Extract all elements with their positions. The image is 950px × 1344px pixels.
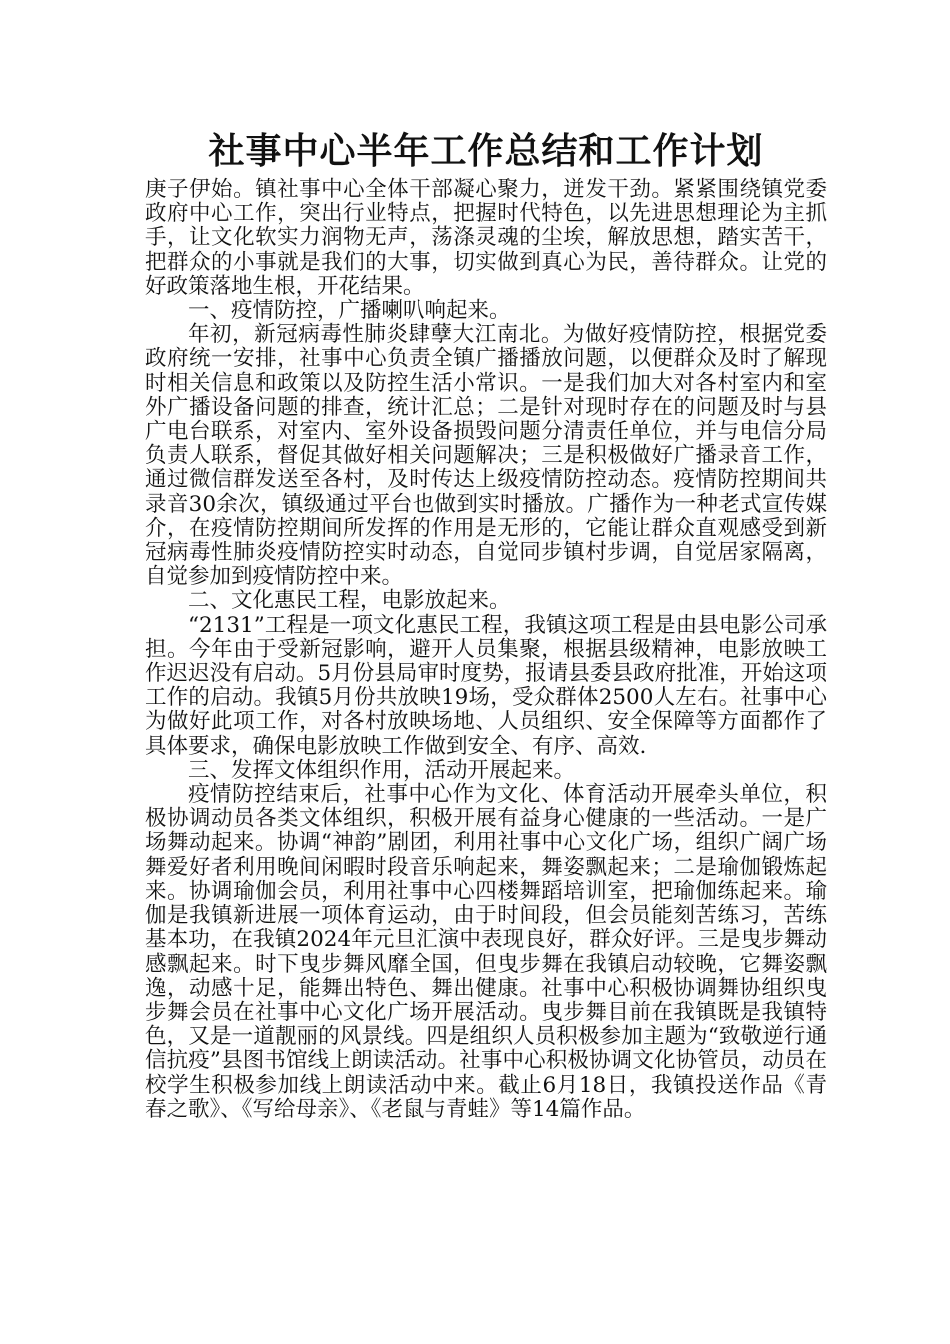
section-heading-3: 三、发挥文体组织作用，活动开展起来。 — [188, 757, 576, 783]
document-title: 社事中心半年工作总结和工作计划 — [208, 131, 764, 172]
paragraph-cultural-activities: 疫情防控结束后，社事中心作为文化、体育活动开展牵头单位，积极协调动员各类文体组织，积极开展有益身心健康的一些活动。一是广场舞动起来。协调“神韵”剧团，利用社事中心文化广场，组织广阔广场舞爱好者利用晚间闲暇时段音乐响起来，舞姿飘起来；二是瑜伽锻炼起来。协调瑜伽会员，利用社事中心四楼舞蹈培训室，把瑜伽练起来。瑜伽是我镇新进展一项体育运动，由于时间段，但会员能刻苦练习，苦练基本功，在我镇2024年元旦汇演中表现良好，群众好评。三是曳步舞动感飘起来。时下曳步舞风靡全国，但曳步舞在我镇启动较晚，它舞姿飘逸，动感十足，能舞出特色、舞出健康。社事中心积极协调舞协组织曳步舞会员在社事中心文化广场开展活动。曳步舞目前在我镇既是我镇特色，又是一道靓丽的风景线。四是组织人员积极参加主题为“致敬逆行通信抗疫”县图书馆线上朗读活动。社事中心积极协调文化协管员，动员在校学生积极参加线上朗读活动中来。截止6月18日，我镇投送作品《青春之歌》、《写给母亲》、《老鼠与青蛙》等14篇作品。 — [145, 782, 827, 1122]
document-body — [145, 178, 827, 1122]
section-heading-1: 一、疫情防控，广播喇叭响起来。 — [188, 298, 511, 324]
paragraph-film-project: “2131”工程是一项文化惠民工程，我镇这项工程是由县电影公司承担。今年由于受新冠影响，避开人员集聚，根据县级精神，电影放映工作迟迟没有启动。5月份县局审时度势，报请县委县政府批准，开始这项工作的启动。我镇5月份共放映19场，受众群体2500人左右。社事中心为做好此项工作，对各村放映场地、人员组织、安全保障等方面都作了具体要求，确保电影放映工作做到安全、有序、高效. — [145, 612, 827, 759]
paragraph-epidemic-broadcast: 年初，新冠病毒性肺炎肆孽大江南北。为做好疫情防控，根据党委政府统一安排，社事中心负责全镇广播播放问题，以便群众及时了解现时相关信息和政策以及防控生活小常识。一是我们加大对各村室内和室外广播设备问题的排查，统计汇总；二是针对现时存在的问题及时与县广电台联系，对室内、室外设备损毁问题分清责任单位，并与电信分局负责人联系，督促其做好相关问题解决；三是积极做好广播录音工作，通过微信群发送至各村，及时传达上级疫情防控动态。疫情防控期间共录音30余次，镇级通过平台也做到实时播放。广播作为一种老式宣传媒介，在疫情防控期间所发挥的作用是无形的，它能让群众直观感受到新冠病毒性肺炎疫情防控实时动态，自觉同步镇村步调，自觉居家隔离，自觉参加到疫情防控中来。 — [145, 322, 827, 590]
section-heading-2: 二、文化惠民工程，电影放起来。 — [188, 588, 511, 614]
document-page — [145, 126, 827, 1122]
paragraph-intro: 庚子伊始。镇社事中心全体干部凝心聚力，迸发干劲。紧紧围绕镇党委政府中心工作，突出行业特点，把握时代特色，以先进思想理论为主抓手，让文化软实力润物无声，荡涤灵魂的尘埃，解放思想，踏实苦干，把群众的小事就是我们的大事，切实做到真心为民，善待群众。让党的好政策落地生根，开花结果。 — [145, 177, 827, 299]
